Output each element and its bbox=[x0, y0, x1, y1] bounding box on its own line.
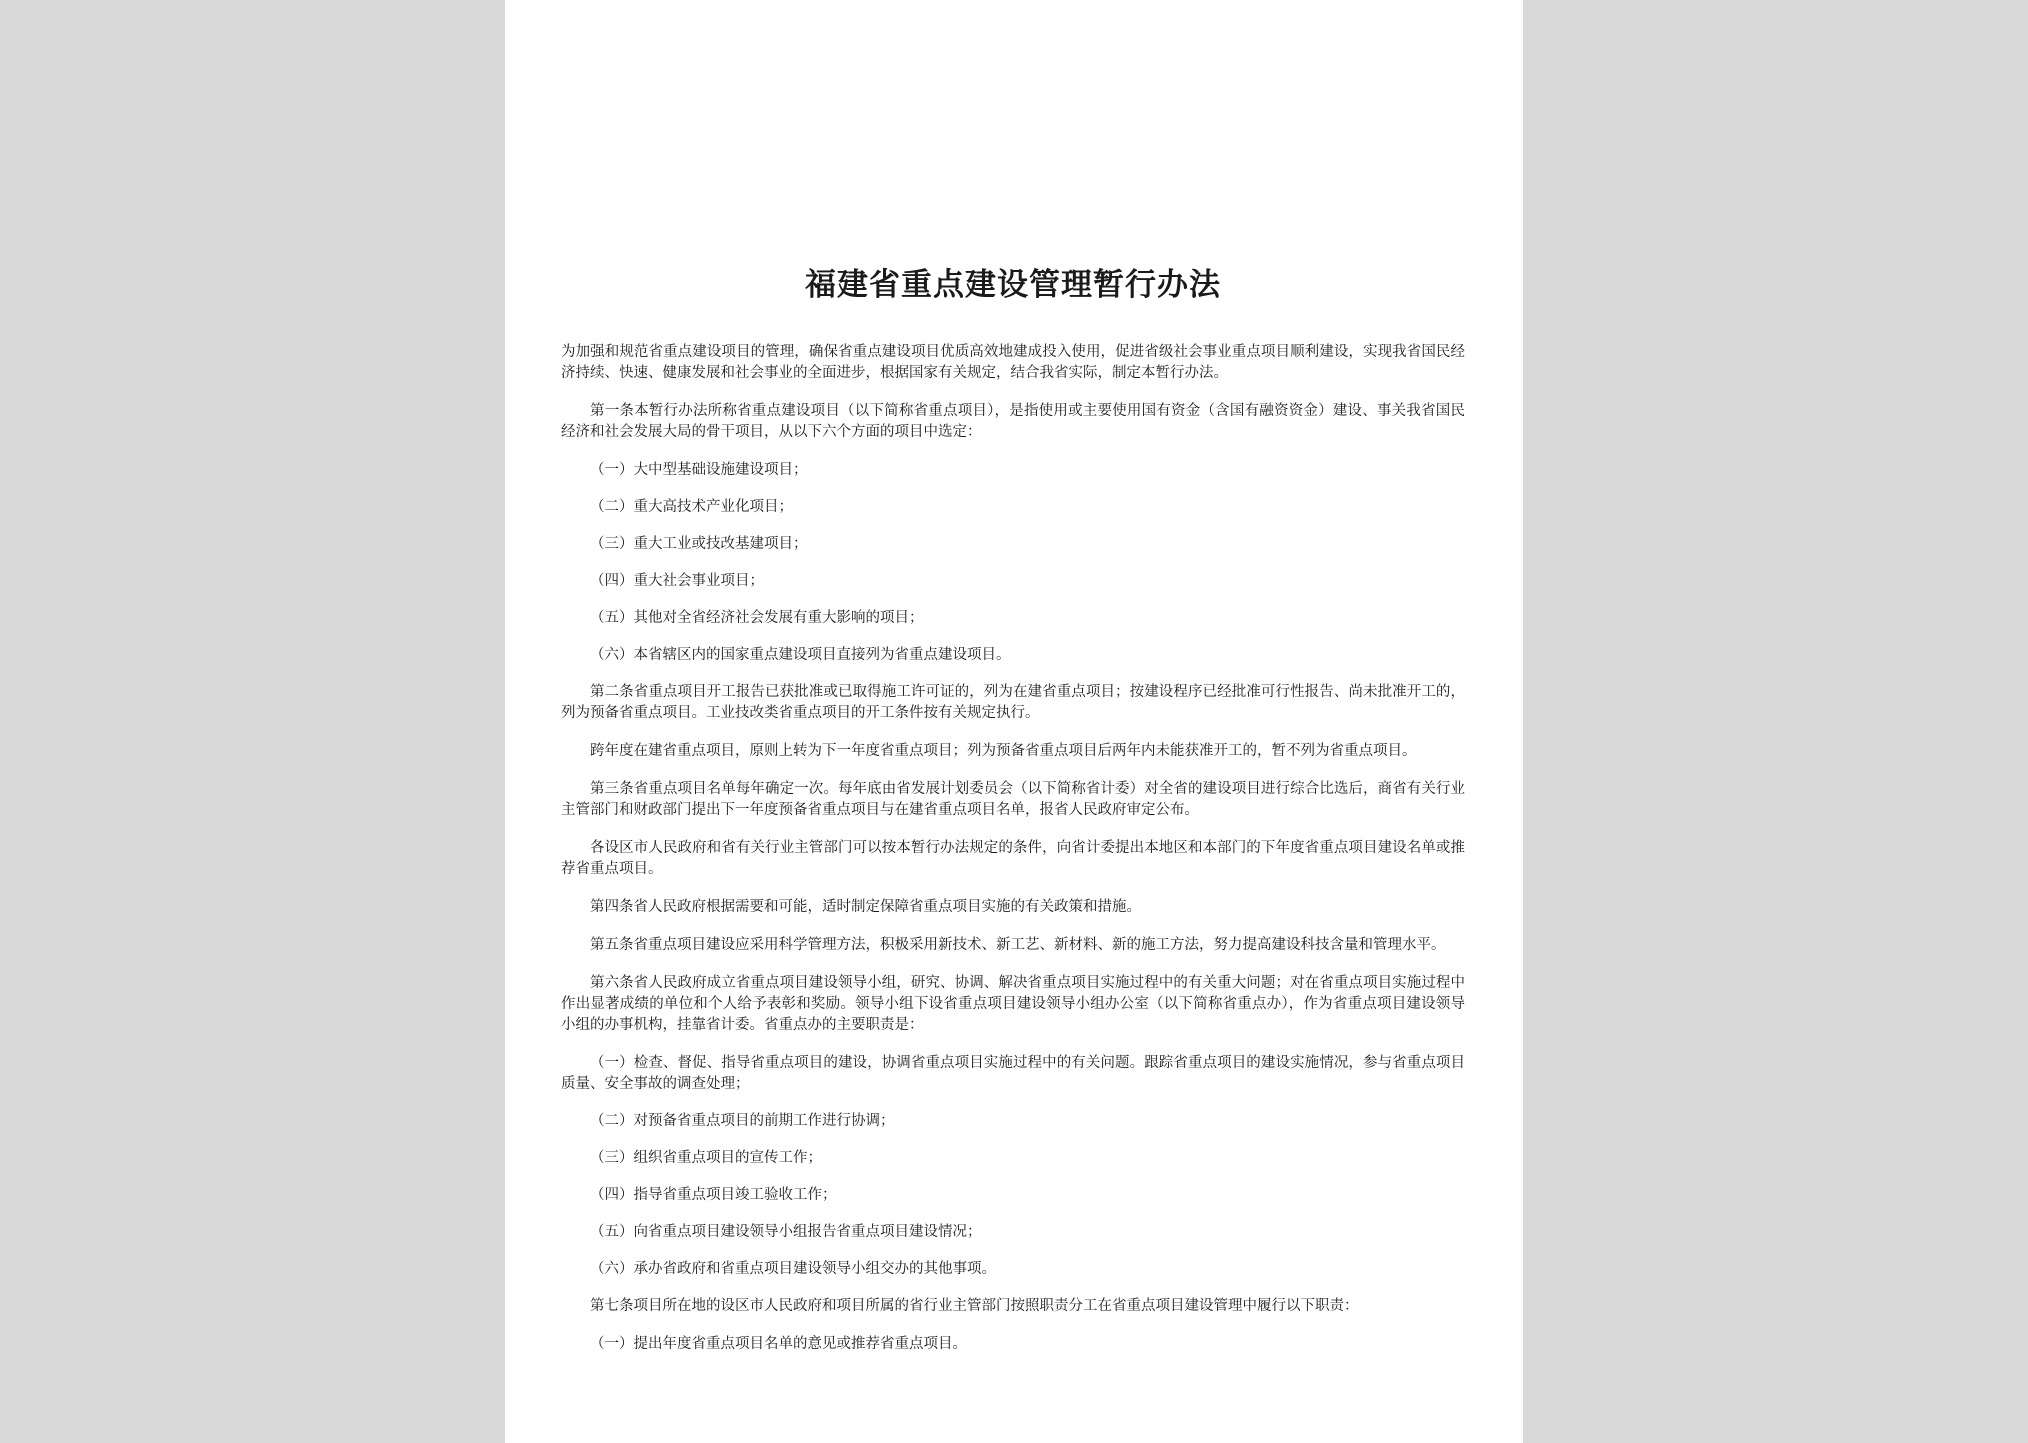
paragraph: 第三条省重点项目名单每年确定一次。每年底由省发展计划委员会（以下简称省计委）对全省的建设项目进行综合比选后，商省有关行业主管部门和财政部门提出下一年度预备省重点项目与在建省重点项目名单，报省人民政府审定公布。 bbox=[561, 781, 1465, 818]
paragraph: 第一条本暂行办法所称省重点建设项目（以下简称省重点项目），是指使用或主要使用国有资金（含国有融资资金）建设、事关我省国民经济和社会发展大局的骨干项目，从以下六个方面的项目中选定： bbox=[561, 403, 1465, 440]
paragraph: 第二条省重点项目开工报告已获批准或已取得施工许可证的，列为在建省重点项目；按建设程序已经批准可行性报告、尚未批准开工的，列为预备省重点项目。工业技改类省重点项目的开工条件按有关规定执行。 bbox=[561, 684, 1465, 721]
document-page bbox=[505, 0, 1523, 1443]
list-item: （二）重大高技术产业化项目； bbox=[590, 499, 793, 515]
list-item: （四）指导省重点项目竣工验收工作； bbox=[590, 1187, 837, 1203]
list-item: （三）重大工业或技改基建项目； bbox=[590, 536, 808, 552]
paragraph: 各设区市人民政府和省有关行业主管部门可以按本暂行办法规定的条件，向省计委提出本地区和本部门的下年度省重点项目建设名单或推荐省重点项目。 bbox=[561, 840, 1465, 877]
list-item: （六）本省辖区内的国家重点建设项目直接列为省重点建设项目。 bbox=[590, 647, 1011, 663]
list-item: （二）对预备省重点项目的前期工作进行协调； bbox=[590, 1113, 895, 1129]
paragraph: 跨年度在建省重点项目，原则上转为下一年度省重点项目；列为预备省重点项目后两年内未能获准开工的，暂不列为省重点项目。 bbox=[590, 743, 1417, 759]
list-item: （五）向省重点项目建设领导小组报告省重点项目建设情况； bbox=[590, 1224, 982, 1240]
document-title: 福建省重点建设管理暂行办法 bbox=[805, 267, 1221, 303]
list-item: （六）承办省政府和省重点项目建设领导小组交办的其他事项。 bbox=[590, 1261, 996, 1277]
document-body bbox=[561, 342, 1465, 1355]
list-item: （一）提出年度省重点项目名单的意见或推荐省重点项目。 bbox=[590, 1336, 967, 1352]
list-item: （三）组织省重点项目的宣传工作； bbox=[590, 1150, 822, 1166]
paragraph: 第七条项目所在地的设区市人民政府和项目所属的省行业主管部门按照职责分工在省重点项目建设管理中履行以下职责： bbox=[590, 1298, 1359, 1314]
list-item: （四）重大社会事业项目； bbox=[590, 573, 764, 589]
list-item: （一）检查、督促、指导省重点项目的建设，协调省重点项目实施过程中的有关问题。跟踪省重点项目的建设实施情况，参与省重点项目质量、安全事故的调查处理； bbox=[561, 1055, 1465, 1092]
list-item: （五）其他对全省经济社会发展有重大影响的项目； bbox=[590, 610, 924, 626]
paragraph: 第六条省人民政府成立省重点项目建设领导小组，研究、协调、解决省重点项目实施过程中的有关重大问题；对在省重点项目实施过程中作出显著成绩的单位和个人给予表彰和奖励。领导小组下设省重点项目建设领导小组办公室（以下简称省重点办），作为省重点项目建设领导小组的办事机构，挂靠省计委。省重点办的主要职责是： bbox=[561, 975, 1465, 1033]
paragraph: 第四条省人民政府根据需要和可能，适时制定保障省重点项目实施的有关政策和措施。 bbox=[590, 899, 1141, 915]
list-item: （一）大中型基础设施建设项目； bbox=[590, 462, 808, 478]
paragraph: 第五条省重点项目建设应采用科学管理方法，积极采用新技术、新工艺、新材料、新的施工方法，努力提高建设科技含量和管理水平。 bbox=[590, 937, 1446, 953]
paragraph: 为加强和规范省重点建设项目的管理，确保省重点建设项目优质高效地建成投入使用，促进省级社会事业重点项目顺利建设，实现我省国民经济持续、快速、健康发展和社会事业的全面进步，根据国家有关规定，结合我省实际，制定本暂行办法。 bbox=[561, 344, 1465, 381]
